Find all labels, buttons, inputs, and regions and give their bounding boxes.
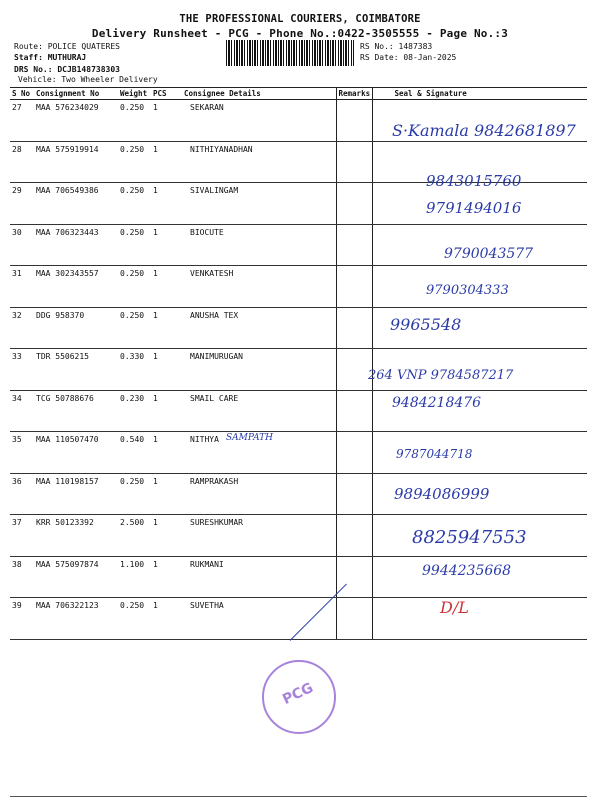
- row-pcs: 1: [151, 598, 182, 640]
- handwritten-phone-37: 8825947553: [412, 527, 527, 548]
- row-remarks: [336, 556, 372, 598]
- delivery-table: [10, 87, 587, 640]
- row-consignee: SIVALINGAM: [182, 183, 336, 225]
- row-weight: 0.250: [118, 183, 151, 225]
- row-consignee: MANIMURUGAN: [182, 349, 336, 391]
- row-weight: 0.250: [118, 100, 151, 142]
- row-sno: 32: [10, 307, 34, 349]
- row-weight: 0.250: [118, 224, 151, 266]
- row-consignment: MAA 706322123: [34, 598, 118, 640]
- row-sno: 37: [10, 515, 34, 557]
- row-sno: 28: [10, 141, 34, 183]
- row-consignee: SUVETHA: [182, 598, 336, 640]
- handwritten-phone-36: 9894086999: [394, 485, 490, 503]
- row-remarks: [336, 266, 372, 308]
- col-seal: Seal & Signature: [372, 88, 587, 100]
- handwritten-phone-30: 9790043577: [444, 246, 534, 262]
- row-remarks: [336, 141, 372, 183]
- col-consignment: Consignment No: [34, 88, 118, 100]
- row-consignment: DDG 958370: [34, 307, 118, 349]
- row-sno: 35: [10, 432, 34, 474]
- row-remarks: [336, 349, 372, 391]
- row-remarks: [336, 598, 372, 640]
- row-sno: 36: [10, 473, 34, 515]
- handwritten-note-sampath: SAMPATH: [226, 433, 273, 443]
- row-sno: 39: [10, 598, 34, 640]
- col-sno: S No: [10, 88, 34, 100]
- row-consignment: MAA 575097874: [34, 556, 118, 598]
- route-label: Route: POLICE QUATERES: [14, 42, 120, 51]
- row-remarks: [336, 390, 372, 432]
- row-pcs: 1: [151, 515, 182, 557]
- handwritten-phone-29: 9791494016: [426, 199, 522, 217]
- row-weight: 0.540: [118, 432, 151, 474]
- row-weight: 0.250: [118, 473, 151, 515]
- rs-number: RS No.: 1487383: [360, 42, 433, 51]
- row-sno: 38: [10, 556, 34, 598]
- handwritten-delivered-mark: D/L: [440, 598, 469, 617]
- row-pcs: 1: [151, 266, 182, 308]
- table-header-row: [10, 88, 587, 100]
- row-consignment: MAA 110198157: [34, 473, 118, 515]
- rs-date: RS Date: 08-Jan-2025: [360, 53, 457, 62]
- row-pcs: 1: [151, 432, 182, 474]
- row-pcs: 1: [151, 390, 182, 432]
- row-sno: 33: [10, 349, 34, 391]
- col-weight: Weight: [118, 88, 151, 100]
- row-consignee: SMAIL CARE: [182, 390, 336, 432]
- handwritten-signature-27: S·Kamala 9842681897: [392, 121, 576, 140]
- row-sno: 29: [10, 183, 34, 225]
- handwritten-phone-38: 9944235668: [422, 563, 512, 579]
- row-consignee: VENKATESH: [182, 266, 336, 308]
- row-pcs: 1: [151, 141, 182, 183]
- row-weight: 1.100: [118, 556, 151, 598]
- table-row: [10, 432, 587, 474]
- row-remarks: [336, 515, 372, 557]
- row-consignment: MAA 302343557: [34, 266, 118, 308]
- table-row: [10, 598, 587, 640]
- row-consignment: TDR 5506215: [34, 349, 118, 391]
- handwritten-phone-28: 9843015760: [426, 172, 522, 190]
- row-weight: 0.230: [118, 390, 151, 432]
- row-consignee: SEKARAN: [182, 100, 336, 142]
- row-sno: 31: [10, 266, 34, 308]
- handwritten-phone-33: 264 VNP 9784587217: [368, 368, 514, 383]
- row-remarks: [336, 473, 372, 515]
- handwritten-phone-34: 9484218476: [392, 395, 482, 411]
- table-row: [10, 473, 587, 515]
- row-consignment: TCG 50788676: [34, 390, 118, 432]
- row-remarks: [336, 432, 372, 474]
- row-remarks: [336, 100, 372, 142]
- row-remarks: [336, 183, 372, 225]
- row-consignment: MAA 706323443: [34, 224, 118, 266]
- footer-divider: [10, 796, 587, 797]
- table-row: [10, 307, 587, 349]
- row-consignment: KRR 50123392: [34, 515, 118, 557]
- row-pcs: 1: [151, 473, 182, 515]
- row-consignee: RUKMANI: [182, 556, 336, 598]
- vehicle-label: Vehicle: Two Wheeler Delivery: [18, 75, 158, 84]
- row-weight: 2.500: [118, 515, 151, 557]
- company-title: THE PROFESSIONAL COURIERS, COIMBATORE: [179, 13, 421, 25]
- row-pcs: 1: [151, 556, 182, 598]
- row-weight: 0.330: [118, 349, 151, 391]
- col-pcs: PCS: [151, 88, 182, 100]
- row-weight: 0.250: [118, 598, 151, 640]
- row-consignee: BIOCUTE: [182, 224, 336, 266]
- row-weight: 0.250: [118, 307, 151, 349]
- drs-number: DRS No.: DCJB148738303: [14, 65, 120, 74]
- row-remarks: [336, 307, 372, 349]
- staff-label: Staff: MUTHURAJ: [14, 53, 87, 62]
- row-consignment: MAA 575919914: [34, 141, 118, 183]
- company-stamp: [262, 660, 336, 734]
- row-consignee: ANUSHA TEX: [182, 307, 336, 349]
- row-signature: [372, 598, 587, 640]
- handwritten-phone-32: 9965548: [390, 315, 462, 334]
- row-pcs: 1: [151, 100, 182, 142]
- barcode: [226, 40, 354, 66]
- row-pcs: 1: [151, 224, 182, 266]
- row-pcs: 1: [151, 307, 182, 349]
- handwritten-phone-31: 9790304333: [426, 283, 509, 298]
- row-pcs: 1: [151, 183, 182, 225]
- row-consignee: SURESHKUMAR: [182, 515, 336, 557]
- row-consignment: MAA 110507470: [34, 432, 118, 474]
- row-sno: 27: [10, 100, 34, 142]
- row-consignment: MAA 706549386: [34, 183, 118, 225]
- row-consignment: MAA 576234029: [34, 100, 118, 142]
- col-consignee: Consignee Details: [182, 88, 336, 100]
- table-row: [10, 390, 587, 432]
- runsheet-subtitle: Delivery Runsheet - PCG - Phone No.:0422-3505555 - Page No.:3: [91, 27, 509, 40]
- stamp-text: PCG: [280, 679, 316, 709]
- col-remarks: Remarks: [336, 88, 372, 100]
- row-weight: 0.250: [118, 141, 151, 183]
- row-sno: 30: [10, 224, 34, 266]
- row-consignee: RAMPRAKASH: [182, 473, 336, 515]
- handwritten-phone-35: 9787044718: [396, 447, 473, 461]
- row-consignee: NITHYA: [182, 432, 336, 474]
- row-consignee: NITHIYANADHAN: [182, 141, 336, 183]
- row-remarks: [336, 224, 372, 266]
- row-weight: 0.250: [118, 266, 151, 308]
- row-pcs: 1: [151, 349, 182, 391]
- row-sno: 34: [10, 390, 34, 432]
